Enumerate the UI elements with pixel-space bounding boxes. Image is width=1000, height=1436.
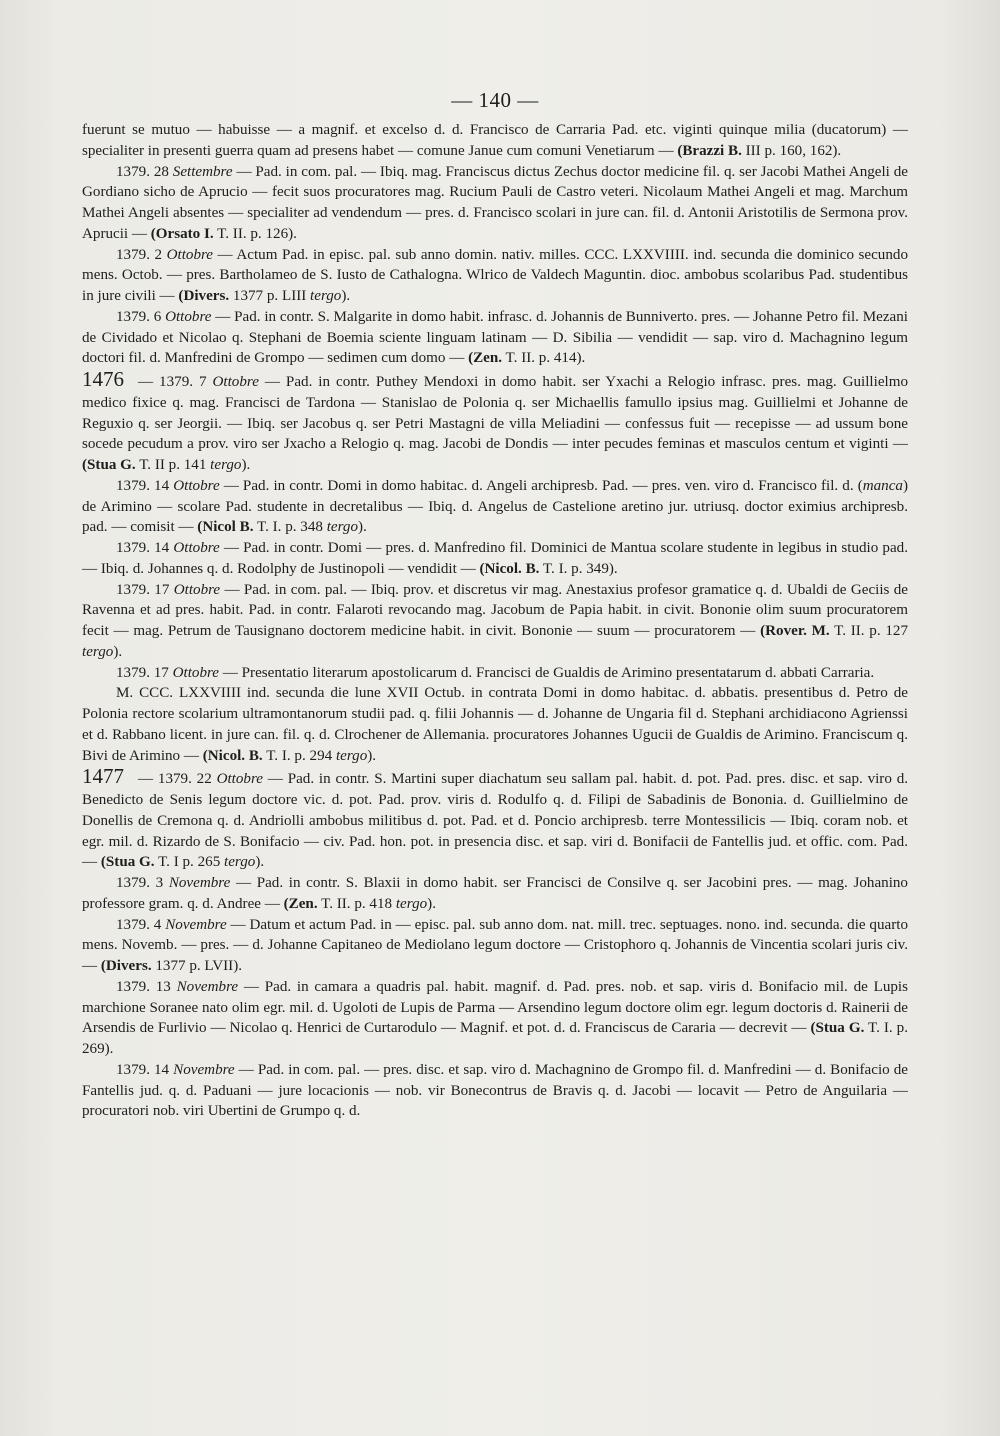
italic-text: Novembre [168, 875, 231, 891]
text-run: fuerunt se mutuo — habuisse — a magnif. et excelso d. d. Francisco de Carraria Pad. etc. viginti quinque milia (ducatorum) — specialiter in presenti guerra quam ad presens habet — comune Janue cum comuni Venetiarum — [82, 122, 908, 159]
text-run: ). [427, 895, 436, 912]
text-run: ). [367, 747, 377, 764]
text-run: ). [255, 854, 265, 871]
text-run: — Pad. in com. pal. — Ibiq. mag. Franciscus dictus Zechus doctor medicine fil. q. ser Jacobi Mathei Angeli de Gordiano sicho de Aprucio — fecit suos procuratores mag. Rucium Pauli de Castro veteri. Nicolaum Mathei Angeli et mag. Marchum Mathei Angeli absentes — specialiter ad vendendum — pres. d. Francisco scolari in jure can. fil. d. Antonii Aristotilis de Sermona prov. Aprucii — [82, 163, 908, 242]
citation-ref: (Nicol. B. [202, 747, 263, 764]
text-run: III p. 160, 162). [741, 142, 842, 159]
document-body [82, 120, 908, 1122]
paragraph [82, 120, 908, 162]
text-run: 1379. 6 [116, 308, 166, 325]
text-run: — Pad. in camara a quadris pal. habit. magnif. d. Pad. pres. nob. et sap. viris d. Bonifacio mil. de Lupis marchione Soranee nato olim egr. mil. d. Ugoloti de Lupis de Parma — Arsendino legum doctore olim egr. legum doctoris d. Rainerii de Arsendis de Furlivio — Nicolao q. Henrici de Curtarodulo — Magnif. et pot. d. d. Franciscus de Cararia — decrevit — [82, 978, 908, 1037]
text-run: T. I. p. 294 [262, 747, 336, 764]
text-run: — Presentatio literarum apostolicarum d. Francisci de Gualdis de Arimino presentatarum d. abbati Carraria. [219, 664, 875, 681]
italic-text: Ottobre [173, 477, 220, 494]
text-run: T. II p. 141 [135, 457, 211, 473]
paragraph [82, 307, 908, 369]
citation-ref: (Zen. [283, 895, 318, 912]
document-entry [82, 766, 908, 873]
text-run: ). [341, 288, 351, 304]
citation-ref: (Rover. M. [760, 623, 830, 639]
citation-ref: (Orsato I. [150, 225, 214, 242]
paragraph [82, 1060, 908, 1122]
text-run: — Datum et actum Pad. in — episc. pal. sub anno dom. nat. mill. trec. septuages. nono. ind. secunda. die quarto mens. Novemb. — pres. — d. Johanne Capitaneo de Mediolano legum doctore — Cristophoro q. Johannis de Vincentia scolari juris civ. — [82, 916, 908, 974]
italic-text: tergo [224, 854, 256, 871]
paragraph [82, 538, 908, 580]
text-run: T. I p. 265 [154, 854, 225, 871]
italic-text: Novembre [173, 1061, 235, 1078]
text-run: — Pad. in contr. Domi in domo habitac. d. Angeli archipresb. Pad. — pres. ven. viro d. Francisco fil. d. ( [219, 477, 863, 494]
text-run: ). [358, 519, 367, 536]
document-number: 1477 [82, 764, 124, 789]
italic-text: Novembre [176, 978, 239, 995]
italic-text: Ottobre [173, 540, 220, 556]
text-run: T. I. p. 348 [253, 519, 327, 536]
italic-text: Settembre [172, 163, 233, 180]
text-run: 1379. 14 [116, 1061, 174, 1078]
paragraph [82, 873, 908, 915]
text-run: T. I. p. 349). [539, 560, 618, 577]
text-run: 1379. 14 [116, 477, 174, 494]
italic-text: tergo [210, 457, 242, 473]
text-run: 1379. 17 [116, 581, 174, 598]
text-run: T. I. p. 269). [82, 1020, 908, 1057]
citation-ref: (Nicol B. [197, 519, 254, 536]
italic-text: Ottobre [212, 374, 259, 390]
document-number: 1476 [82, 367, 124, 391]
paragraph [82, 162, 908, 245]
paragraph [82, 915, 908, 977]
italic-text: manca [862, 477, 903, 494]
text-run: — Pad. in contr. S. Martini super diachatum seu sallam pal. habit. d. pot. Pad. pres. disc. et sap. viro d. Benedicto de Senis legum doctore vic. d. pot. Pad. prov. viris d. Rodulfo q. d. Filipi de Sabadinis de Bononia. d. Guillielmino de Donellis de Cremona q. d. Andriolli ambobus militibus d. pot. Pad. et d. Poncio archipresb. terre Montessilicis — Ibiq. coram nob. et egr. mil. d. Rizardo de S. Bonifacio — civ. Pad. hon. pot. in presencia disc. et sap. viri d. Bonifacii de Fantellis jud. et offic. com. Pad. — [82, 771, 909, 871]
paragraph [82, 476, 908, 538]
text-run: 1379. 2 [116, 246, 167, 263]
page-number: — 140 — [451, 88, 539, 112]
paragraph [82, 663, 908, 684]
italic-text: tergo [335, 747, 368, 764]
text-run: T. II. p. 414). [502, 350, 586, 367]
citation-ref: (Zen. [468, 350, 503, 367]
text-run: ) de Arimino — scolare Pad. studente in decretalibus — Ibiq. d. Angelus de Castelione aretino jur. utriusq. doctor eximius archipresb. pad. — comisit — [82, 477, 908, 536]
italic-text: Ottobre [173, 581, 221, 598]
italic-text: Ottobre [172, 664, 220, 681]
text-run: 1379. 28 [116, 163, 173, 180]
text-run: 1379. 17 [116, 664, 173, 681]
italic-text: Ottobre [166, 246, 214, 263]
text-run: — 1379. 7 [138, 374, 213, 390]
text-run: 1379. 4 [116, 916, 166, 933]
text-run: — Pad. in com. pal. — Ibiq. prov. et discretus vir mag. Anestaxius profesor gramatice q. d. Ubaldi de Geciis de Ravenna et ad pres. habit. Pad. in contr. Falaroti revocando mag. Jacobum de Papia habit. in civit. Bononie olim suum procuratorem fecit — mag. Petrum de Tausignano doctorem medicine habit. in civit. Bononie — suum — procuratorem — [82, 581, 908, 639]
italic-text: tergo [395, 895, 428, 912]
text-run: 1379. 3 [116, 875, 169, 891]
text-run: ). [113, 643, 123, 660]
text-run: 1379. 14 [116, 540, 174, 556]
text-run: 1377 p. LIII [229, 288, 311, 304]
paragraph [82, 580, 908, 663]
text-run: M. CCC. LXXVIIII ind. secunda die lune XVII Octub. in contrata Domi in domo habitac. d. abbatis. presentibus d. Petro de Polonia rectore scolarium ultramontanorum studii pad. q. filii Johannis — d. Johanne de Ungaria fil d. Stephani archidiacono Agrienssi et d. Rabbano licent. in jure can. fil. q. d. Clrochener de Allemania. procuratores Johannes Ugucii de Gualdis de Arimino. Franciscum q. Bivi de Arimino — [82, 685, 908, 764]
text-run: — Pad. in contr. S. Blaxii in domo habit. ser Francisci de Consilve q. ser Jacobini pres. — mag. Johanino professore gram. q. d. Andree — [82, 875, 908, 912]
italic-text: tergo [326, 519, 359, 536]
text-run: — Actum Pad. in episc. pal. sub anno domin. nativ. milles. CCC. LXXVIIII. ind. secunda die dominico secundo mens. Octob. — pres. Bartholameo de S. Iusto de Cathalogna. Wlrico de Valdech Maguntin. dioc. ambobus scolaribus Pad. studentibus in jure civili — [82, 246, 908, 304]
text-run: — Pad. in contr. S. Malgarite in domo habit. infrasc. d. Johannis de Bunniverto. pres. — Johanne Petro fil. Mezani de Cividado et Nicolao q. Stephani de Boemia sciente linguam latinam — D. Sibilia — vendidit — sap. viro d. Machagnino legum doctori fil. d. Manfredini de Grompo — sedimen cum domo — [82, 308, 908, 367]
text-run: — Pad. in contr. Domi — pres. d. Manfredino fil. Dominici de Mantua scolare studente in legibus in studio pad. — Ibiq. d. Johannes q. d. Rodolphy de Justinopoli — vendidit — [82, 540, 909, 577]
document-entry [82, 369, 908, 476]
citation-ref: (Divers. [100, 958, 152, 974]
text-run: T. II. p. 127 [829, 623, 908, 639]
text-run: T. II. p. 418 [317, 895, 396, 912]
citation-ref: (Brazzi B. [677, 142, 742, 159]
citation-ref: (Stua G. [82, 457, 136, 473]
italic-text: tergo [310, 288, 342, 304]
paragraph [82, 977, 908, 1060]
paragraph [82, 683, 908, 766]
citation-ref: (Stua G. [100, 854, 155, 871]
text-run: 1377 p. LVII). [151, 958, 243, 974]
text-run: — 1379. 22 [138, 771, 217, 788]
citation-ref: (Divers. [178, 288, 230, 304]
citation-ref: (Nicol. B. [479, 560, 540, 577]
italic-text: Ottobre [216, 771, 263, 788]
text-run: ). [241, 457, 251, 473]
italic-text: tergo [82, 643, 114, 660]
text-run: 1379. 13 [116, 978, 177, 995]
text-run: — Pad. in contr. Puthey Mendoxi in domo habit. ser Yxachi a Relogio infrasc. pres. mag. Guillielmo medico fixice q. mag. Francisci de Tardona — Stanislao de Polonia q. ser Michaellis famullo ipsius mag. Guillielmi et Johanne de Reguxio q. ser Jeorgii. — Ibiq. ser Jacobus q. ser Petri Mastagni de villa Meliadini — confessus fuit — recepisse — ad ussum bone socede pecudum a prov. viro ser Jxacho a Relogio q. mag. Jacobi de Dondis — inter pecudes feminas et masculos centum et viginti — [82, 374, 909, 453]
text-run: — Pad. in com. pal. — pres. disc. et sap. viro d. Machagnino de Grompo fil. d. Manfredini — d. Bonifacio de Fantellis jud. q. d. Paduani — jure locacionis — nob. vir Bonecontrus de Bravis q. d. Jacobi — locavit — Petro de Anguilaria — procuratori nob. viri Ubertini de Grumpo q. d. [82, 1061, 908, 1120]
italic-text: Ottobre [165, 308, 212, 325]
paragraph [82, 245, 908, 307]
text-run: T. II. p. 126). [213, 225, 297, 242]
italic-text: Novembre [165, 916, 227, 933]
citation-ref: (Stua G. [810, 1020, 865, 1037]
